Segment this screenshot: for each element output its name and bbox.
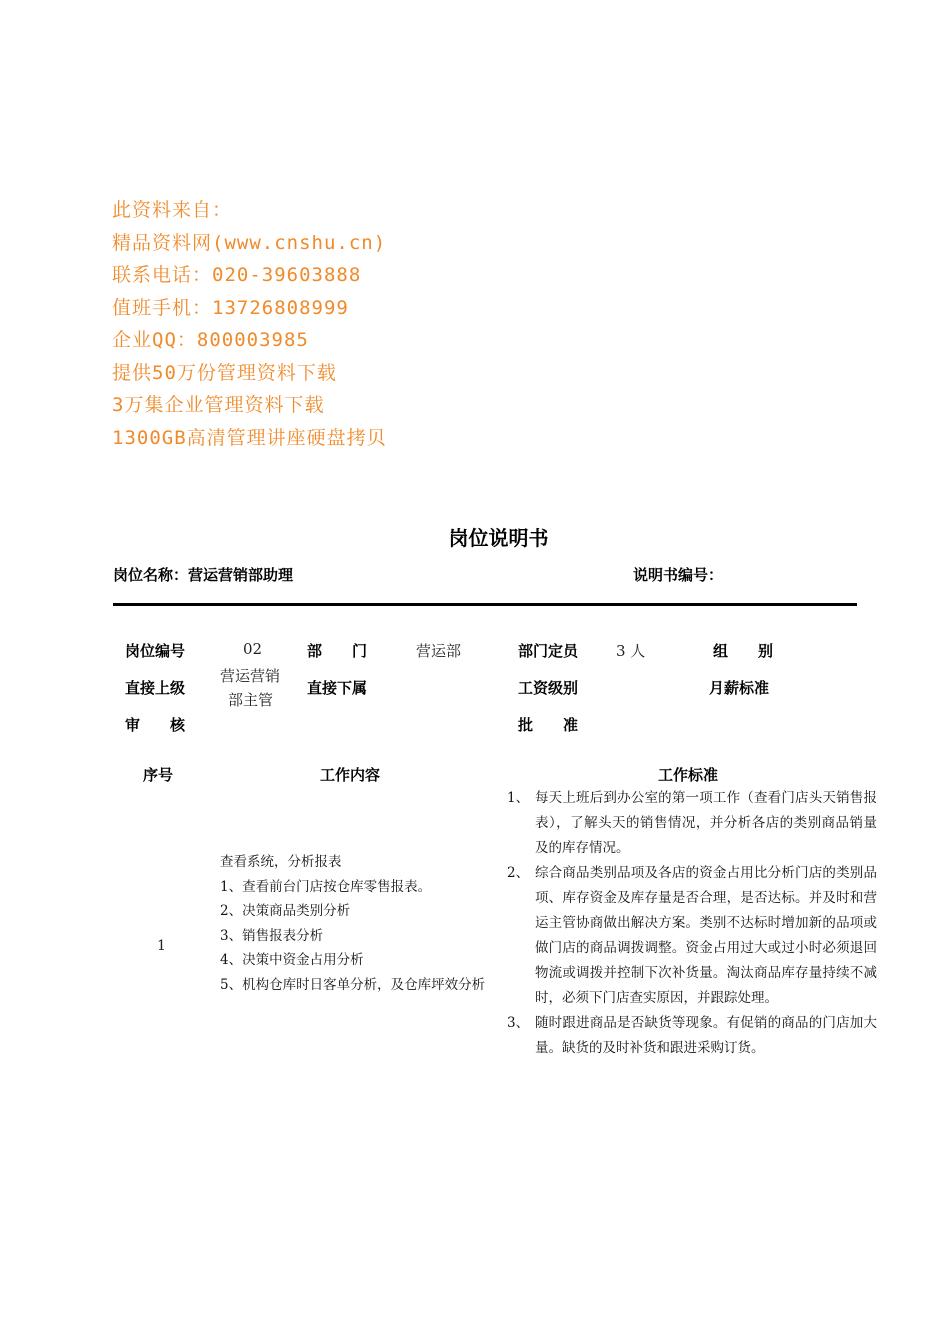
post-no-value: 02 bbox=[243, 640, 263, 658]
promo-line: 1300GB高清管理讲座硬盘拷贝 bbox=[112, 426, 387, 449]
work-standard-item bbox=[507, 786, 877, 861]
superior-label: 直接上级 bbox=[125, 679, 186, 697]
standard-number: 2、 bbox=[507, 865, 530, 881]
headcount-value: 3 人 bbox=[616, 642, 646, 660]
work-standard-item bbox=[507, 1011, 877, 1061]
work-content-item: 5、机构仓库时日客单分析，及仓库坪效分析 bbox=[220, 976, 486, 993]
header-divider bbox=[113, 603, 857, 606]
salary-level-label: 工资级别 bbox=[518, 679, 579, 697]
doc-number-label: 说明书编号： bbox=[633, 566, 724, 584]
work-content-item: 1、查看前台门店按仓库零售报表。 bbox=[220, 878, 432, 895]
work-content-item: 查看系统，分析报表 bbox=[220, 854, 342, 870]
subordinate-label: 直接下属 bbox=[307, 679, 368, 697]
review-label: 审 核 bbox=[125, 716, 186, 734]
work-standard-list bbox=[507, 786, 877, 1061]
standard-number: 3、 bbox=[507, 1015, 530, 1031]
post-name: 岗位名称：营运营销部助理 bbox=[113, 566, 294, 584]
promo-line: 3万集企业管理资料下载 bbox=[112, 394, 325, 416]
column-header-content: 工作内容 bbox=[320, 766, 381, 784]
work-content-list bbox=[220, 850, 495, 998]
work-content-item: 4、决策中资金占用分析 bbox=[220, 952, 364, 969]
group-label: 组 别 bbox=[713, 642, 774, 660]
work-content-item: 3、销售报表分析 bbox=[220, 927, 324, 944]
column-header-no: 序号 bbox=[143, 766, 174, 784]
column-header-standard: 工作标准 bbox=[658, 766, 719, 784]
promo-line: 值班手机：13726808999 bbox=[112, 296, 349, 319]
promo-line: 此资料来自： bbox=[112, 199, 233, 221]
headcount-label: 部门定员 bbox=[518, 642, 579, 660]
standard-text: 随时跟进商品是否缺货等现象。有促销的商品的门店加大量。缺货的及时补货和跟进采购订货。 bbox=[535, 1015, 877, 1056]
dept-label: 部 门 bbox=[307, 642, 368, 660]
row-number: 1 bbox=[157, 938, 166, 954]
superior-value-line1: 营运营销 bbox=[220, 667, 281, 685]
standard-text: 综合商品类别品项及各店的资金占用比分析门店的类别品项、库存资金及库存量是否合理，是否达标。并及时和营运主管协商做出解决方案。类别不达标时增加新的品项或做门店的商品调拨调整。资金占用过大或过小时必须退回物流或调拨并控制下次补货量。淘汰商品库存量持续不减时，必须下门店查实原因，并跟踪处理。 bbox=[535, 865, 877, 1006]
standard-text: 每天上班后到办公室的第一项工作（查看门店头天销售报表），了解头天的销售情况，并分析各店的类别商品销量及的库存情况。 bbox=[535, 790, 877, 856]
work-content-item: 2、决策商品类别分析 bbox=[220, 903, 351, 920]
salary-standard-label: 月薪标准 bbox=[709, 679, 770, 697]
superior-value-line2: 部主管 bbox=[228, 691, 274, 709]
promo-line: 联系电话：020-39603888 bbox=[112, 264, 362, 286]
standard-number: 1、 bbox=[507, 790, 530, 806]
promo-line: 企业QQ：800003985 bbox=[112, 329, 309, 351]
approve-label: 批 准 bbox=[518, 716, 579, 734]
promo-line: 精品资料网(www.cnshu.cn) bbox=[112, 231, 387, 254]
promo-line: 提供50万份管理资料下载 bbox=[112, 361, 337, 384]
work-standard-item bbox=[507, 861, 877, 1011]
document-title: 岗位说明书 bbox=[448, 526, 549, 550]
promo-block bbox=[112, 194, 387, 454]
dept-value: 营运部 bbox=[416, 642, 462, 660]
post-no-label: 岗位编号 bbox=[125, 642, 186, 660]
